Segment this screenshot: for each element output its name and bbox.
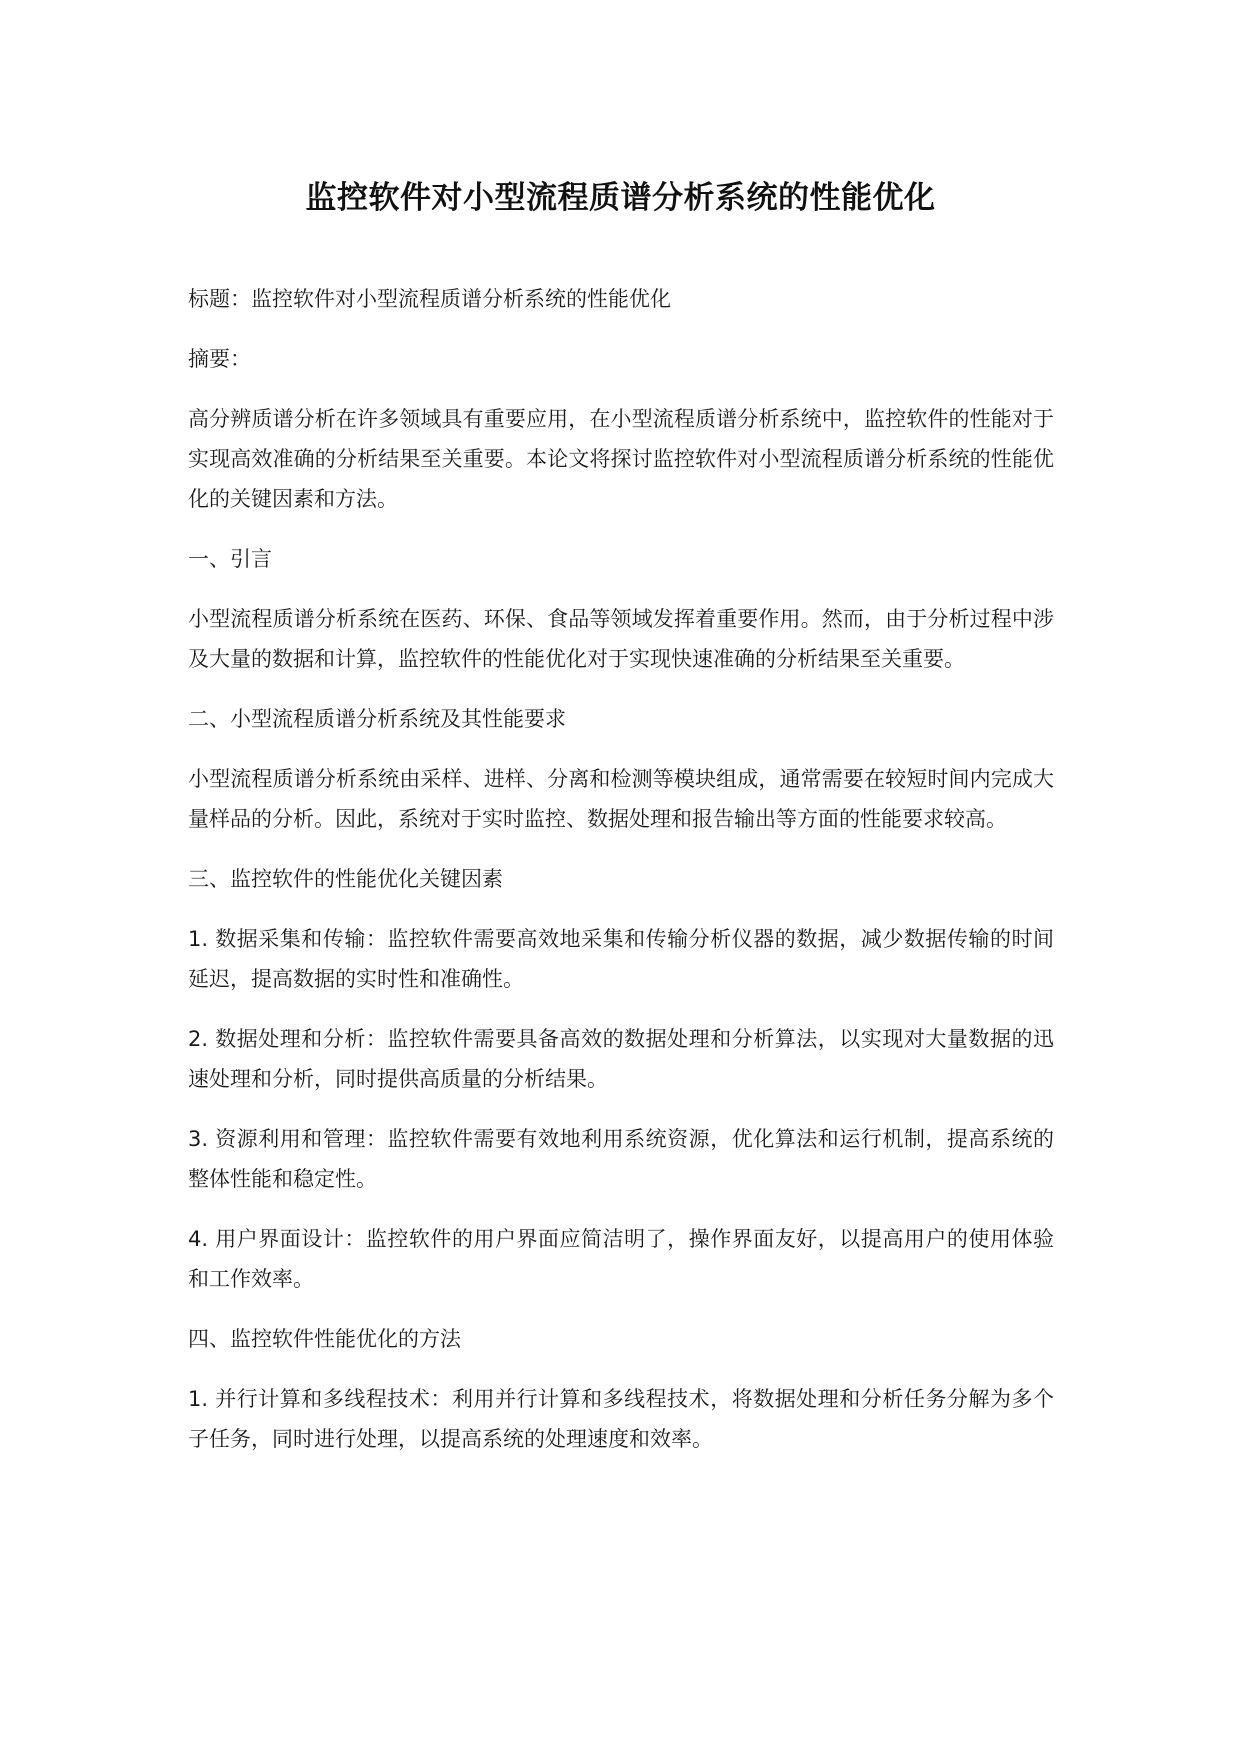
- document-body: [188, 279, 1054, 1479]
- section-heading-methods: 四、监控软件性能优化的方法: [188, 1327, 461, 1351]
- section-heading-system-requirements: 二、小型流程质谱分析系统及其性能要求: [188, 707, 566, 731]
- key-factor-item: 1. 数据采集和传输：监控软件需要高效地采集和传输分析仪器的数据，减少数据传输的时间延迟，提高数据的实时性和准确性。: [188, 927, 1054, 991]
- key-factor-item: 3. 资源利用和管理：监控软件需要有效地利用系统资源，优化算法和运行机制，提高系统的整体性能和稳定性。: [188, 1127, 1054, 1191]
- abstract-text: 高分辨质谱分析在许多领域具有重要应用，在小型流程质谱分析系统中，监控软件的性能对于实现高效准确的分析结果至关重要。本论文将探讨监控软件对小型流程质谱分析系统的性能优化的关键因素和方法。: [188, 407, 1054, 511]
- section-heading-introduction: 一、引言: [188, 547, 272, 571]
- section-heading-key-factors: 三、监控软件的性能优化关键因素: [188, 867, 503, 891]
- introduction-text: 小型流程质谱分析系统在医药、环保、食品等领域发挥着重要作用。然而，由于分析过程中涉及大量的数据和计算，监控软件的性能优化对于实现快速准确的分析结果至关重要。: [188, 607, 1054, 671]
- abstract-heading: 摘要：: [188, 347, 251, 371]
- key-factor-item: 2. 数据处理和分析：监控软件需要具备高效的数据处理和分析算法，以实现对大量数据的迅速处理和分析，同时提供高质量的分析结果。: [188, 1027, 1054, 1091]
- document-title: 监控软件对小型流程质谱分析系统的性能优化: [305, 180, 936, 216]
- system-requirements-text: 小型流程质谱分析系统由采样、进样、分离和检测等模块组成，通常需要在较短时间内完成大量样品的分析。因此，系统对于实时监控、数据处理和报告输出等方面的性能要求较高。: [188, 767, 1054, 831]
- key-factor-item: 4. 用户界面设计：监控软件的用户界面应简洁明了，操作界面友好，以提高用户的使用体验和工作效率。: [188, 1227, 1054, 1291]
- title-line: 标题：监控软件对小型流程质谱分析系统的性能优化: [188, 287, 671, 311]
- method-item: 1. 并行计算和多线程技术：利用并行计算和多线程技术，将数据处理和分析任务分解为多个子任务，同时进行处理，以提高系统的处理速度和效率。: [188, 1387, 1054, 1451]
